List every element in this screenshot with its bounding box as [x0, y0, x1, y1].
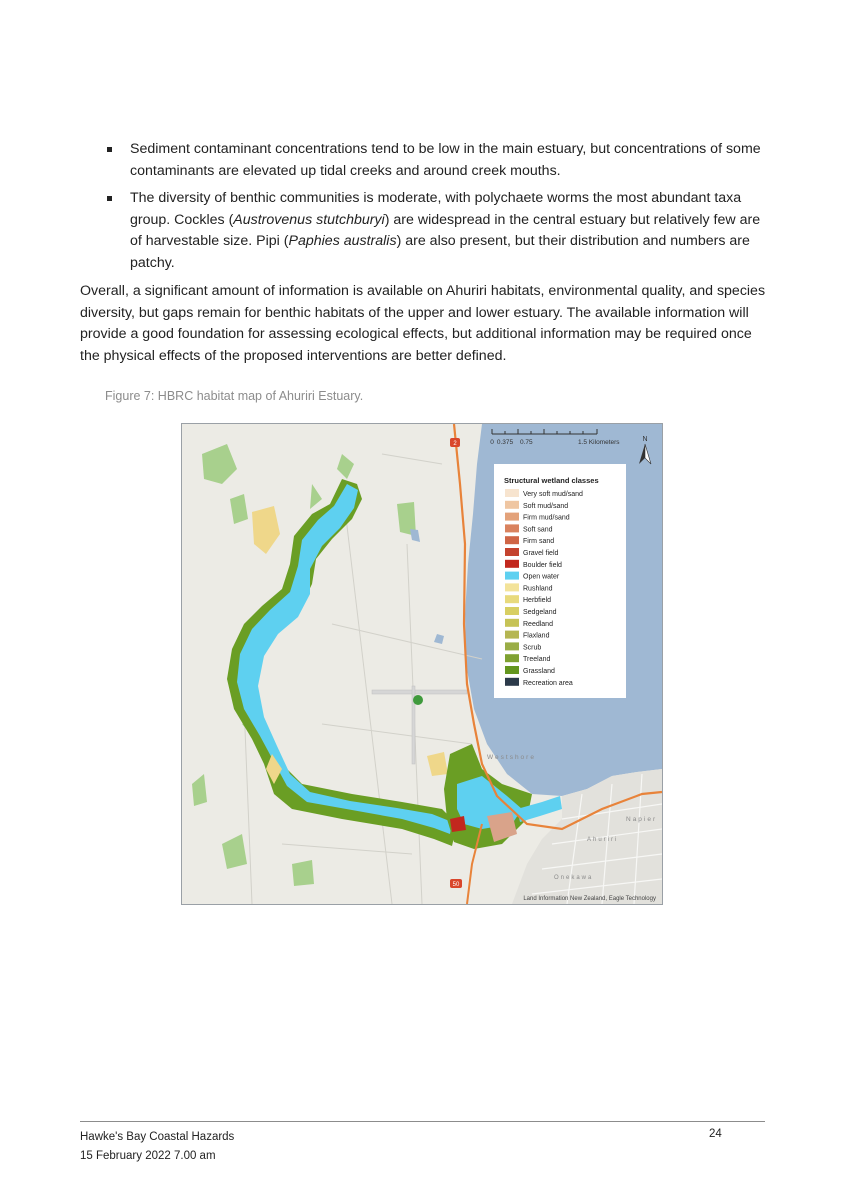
legend-swatch	[505, 642, 519, 650]
legend-label: Gravel field	[523, 550, 559, 557]
legend-swatch	[505, 619, 519, 627]
shield-label: 50	[452, 882, 460, 888]
legend-label: Soft sand	[523, 526, 553, 534]
legend-swatch	[505, 607, 519, 615]
north-label: N	[642, 436, 648, 443]
legend-label: Grassland	[523, 668, 555, 675]
figure-caption: Figure 7: HBRC habitat map of Ahuriri Estuary.	[105, 389, 364, 403]
scale-label: 0.375	[496, 439, 514, 446]
legend-swatch	[505, 513, 519, 521]
legend-swatch	[505, 678, 519, 686]
legend-label: Sedgeland	[523, 609, 557, 616]
bullet-text-mid: ) are widespread in the central estuary but relatively few are of harvestable size. Pipi (	[130, 211, 761, 249]
bullet-text: Sediment contaminant concentrations tend to be low in the main estuary, but concentrations of some contaminants are elevated up tidal creeks and around creek mouths.	[130, 141, 761, 179]
legend-box	[494, 464, 626, 698]
legend-label: Recreation area	[523, 679, 573, 687]
legend-swatch	[505, 583, 519, 591]
road-shield	[450, 438, 460, 447]
legend-swatch	[505, 524, 519, 532]
legend-title: Structural wetland classes	[504, 476, 599, 485]
place-label-westshore: Westshore	[487, 754, 536, 761]
legend-label: Open water	[523, 573, 560, 581]
bullet-list	[80, 139, 770, 280]
legend-label: Boulder field	[523, 561, 562, 569]
bullet-marker	[107, 147, 112, 152]
bullet-item	[80, 139, 770, 182]
footer-title: Hawke's Bay Coastal Hazards	[80, 1131, 235, 1143]
scale-label: 0	[490, 439, 494, 446]
map-legend	[494, 464, 626, 698]
scale-label: 1.5 Kilometers	[578, 439, 620, 446]
species-name-cockle: Austrovenus stutchburyi	[233, 211, 385, 228]
page-number: 24	[709, 1128, 722, 1140]
footer-info	[80, 1128, 234, 1166]
legend-label: Firm mud/sand	[523, 514, 570, 522]
place-label-ahuriri: Ahuriri	[587, 837, 619, 843]
footer-date: 15 February 2022 7.00 am	[80, 1150, 216, 1162]
legend-swatch	[505, 548, 519, 556]
legend-swatch	[505, 560, 519, 568]
map-attribution: Land Information New Zealand, Eagle Technology	[523, 896, 656, 902]
legend-swatch	[505, 501, 519, 509]
bullet-item	[80, 188, 770, 274]
bullet-text-pre: The diversity of benthic communities is moderate, with polychaete worms the most abundant taxa group. Cockles (	[130, 190, 742, 228]
species-name-pipi: Paphies australis	[288, 233, 397, 249]
shield-label: 2	[453, 441, 457, 447]
bullet-marker	[107, 196, 112, 201]
habitat-map	[181, 423, 663, 905]
legend-swatch	[505, 654, 519, 662]
legend-swatch	[505, 536, 519, 544]
road-shield	[450, 879, 462, 888]
legend-swatch	[505, 595, 519, 603]
legend-label: Flaxland	[523, 632, 550, 640]
legend-swatch	[505, 489, 519, 497]
legend-label: Firm sand	[523, 538, 555, 546]
habitat-map-svg	[182, 424, 662, 904]
legend-label: Herbfield	[523, 597, 552, 605]
legend-swatch	[505, 631, 519, 639]
bullet-text-post: ) are also present, but their distribution and numbers are patchy.	[130, 233, 750, 271]
legend-label: Soft mud/sand	[523, 502, 569, 510]
legend-swatch	[505, 572, 519, 580]
legend-swatch	[505, 666, 519, 674]
legend-label: Rushland	[523, 585, 553, 593]
legend-label: Very soft mud/sand	[523, 491, 583, 498]
body-paragraph: Overall, a significant amount of information is available on Ahuriri habitats, environmental quality, and species diversity, but gaps remain for benthic habitats of the upper and lower estuary. The available information will provide a good foundation for assessing ecological effects, but additional information may be required once the physical effects of the proposed interventions are better defined.	[80, 283, 766, 364]
place-label-onekawa: Onekawa	[554, 875, 594, 881]
legend-label: Scrub	[523, 644, 542, 652]
place-label-napier: Napier	[626, 816, 658, 823]
legend-label: Reedland	[523, 620, 553, 628]
footer-divider	[80, 1121, 765, 1122]
scale-label: 0.75	[520, 439, 533, 446]
legend-label: Treeland	[523, 656, 551, 664]
